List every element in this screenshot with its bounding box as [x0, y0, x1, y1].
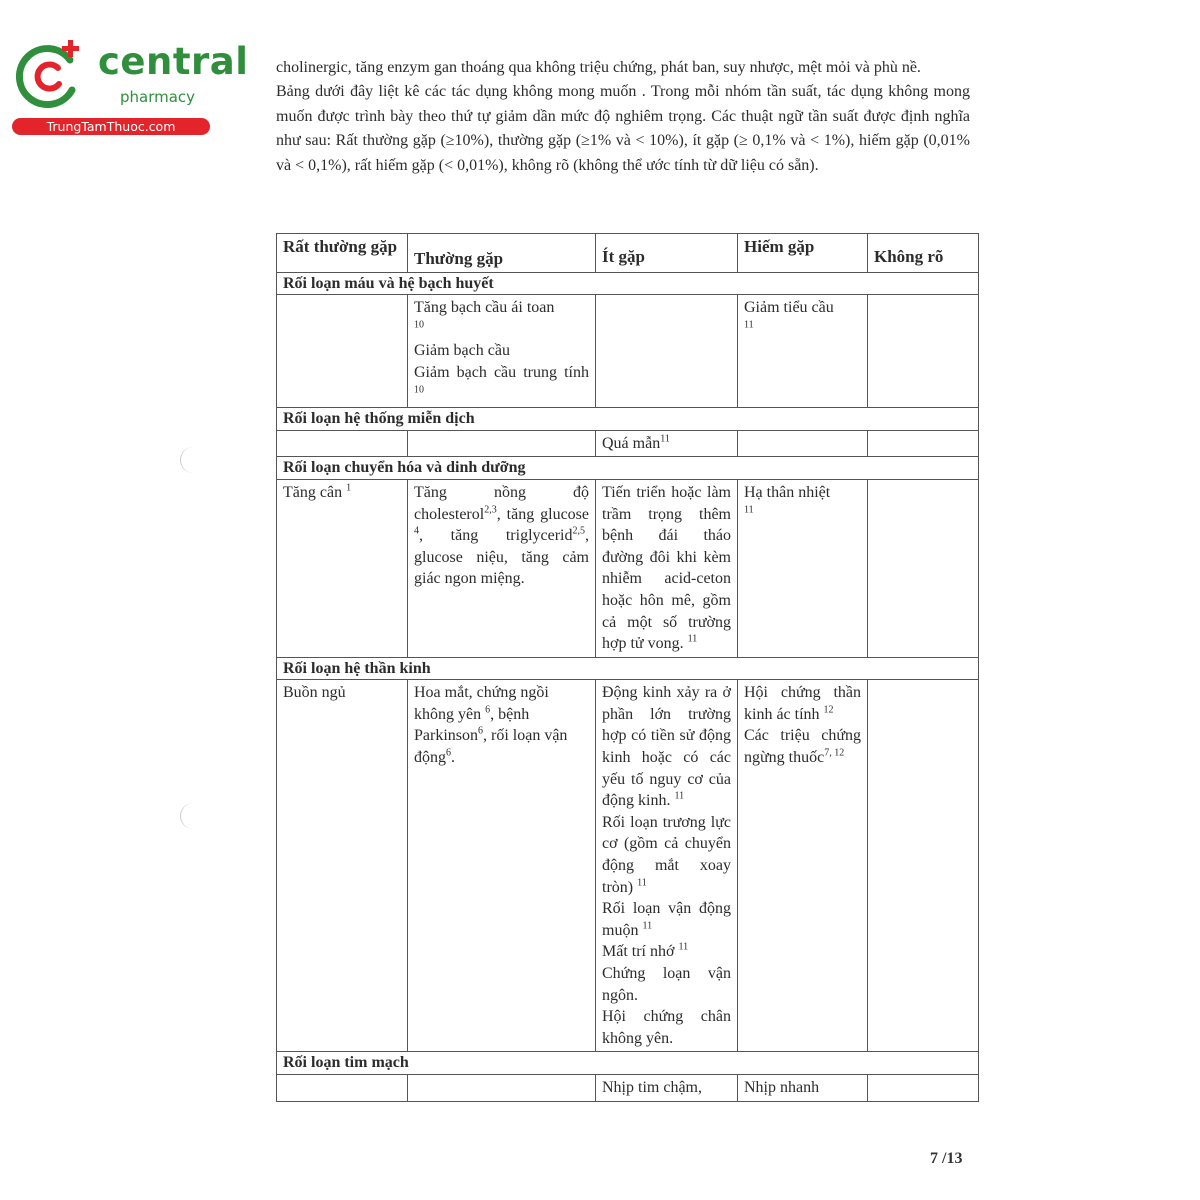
nervous-common-text: .	[451, 749, 455, 767]
nervous-uncommon-1: Động kinh xảy ra ở phần lớn trường hợp có tiền sử động kinh hoặc có các yếu tố nguy cơ của động kinh.	[602, 684, 731, 810]
cell-cardiac-rare	[738, 1074, 868, 1101]
section-row	[277, 408, 979, 431]
section-row	[277, 1052, 979, 1075]
section-blood: Rối loạn máu và hệ bạch huyết	[277, 272, 979, 295]
table-row	[277, 1074, 979, 1101]
cell-empty	[868, 1074, 979, 1101]
ref: 11	[637, 877, 647, 889]
metabolism-very-common: Tăng cân	[283, 483, 343, 501]
section-cardiac: Rối loạn tim mạch	[277, 1052, 979, 1075]
metabolism-common-text: , tăng triglycerid	[419, 527, 573, 545]
cell-blood-common	[408, 295, 596, 408]
cell-nervous-uncommon	[596, 680, 738, 1052]
ref: 6	[478, 726, 483, 738]
metabolism-uncommon: Tiến triển hoặc làm trầm trọng thêm bệnh đái tháo đường đôi khi kèm nhiễm acid-ceton hoặc hôn mê, gồm cả một số trường hợp tử vong.	[602, 483, 731, 653]
ref: 4	[414, 525, 419, 537]
cell-empty	[738, 430, 868, 457]
punch-hole-bottom	[180, 803, 207, 829]
blood-common-2: Giảm bạch cầu	[414, 342, 510, 360]
ref: 7, 12	[824, 747, 845, 759]
blood-common-3: Giảm bạch cầu trung tính	[414, 363, 589, 381]
nervous-common-text: Hoa mắt, chứng ngồi không yên	[414, 684, 549, 723]
header-unknown: Không rõ	[868, 234, 979, 273]
nervous-common-text: , rối loạn vận động	[414, 727, 568, 767]
section-row	[277, 272, 979, 295]
section-row	[277, 457, 979, 480]
ref: 1	[346, 482, 352, 494]
cell-metabolism-rare	[738, 479, 868, 657]
cell-metabolism-very-common	[277, 479, 408, 657]
punch-hole-top	[180, 447, 207, 473]
cardiac-uncommon: Nhịp tim chậm,	[602, 1078, 702, 1096]
table-row	[277, 295, 979, 408]
cell-empty	[277, 295, 408, 408]
ref: 11	[687, 633, 698, 645]
section-metabolism: Rối loạn chuyển hóa và dinh dưỡng	[277, 457, 979, 480]
cell-metabolism-common	[408, 479, 596, 657]
cell-nervous-very-common	[277, 680, 408, 1052]
paragraph-line-1: cholinergic, tăng enzym gan thoáng qua không triệu chứng, phát ban, suy nhược, mệt mỏi và phù nề.	[276, 59, 921, 76]
immune-uncommon: Quá mẫn	[602, 434, 661, 452]
nervous-very-common: Buồn ngủ	[283, 684, 346, 702]
ref: 12	[823, 704, 834, 716]
ref: 11	[660, 433, 670, 445]
cell-empty	[277, 1074, 408, 1101]
ref: 10	[414, 384, 424, 396]
nervous-uncommon-5: Chứng loạn vận ngôn.	[602, 965, 731, 1004]
ref: 6	[446, 747, 451, 759]
nervous-rare-1: Hội chứng thần kinh ác tính	[744, 684, 861, 723]
cell-nervous-rare	[738, 680, 868, 1052]
header-very-common: Rất thường gặp	[277, 234, 408, 273]
blood-common-1: Tăng bạch cầu ái toan	[414, 299, 555, 317]
pharmacy-cross-icon	[12, 38, 87, 113]
cell-cardiac-uncommon	[596, 1074, 738, 1101]
section-row	[277, 657, 979, 680]
cell-immune-uncommon	[596, 430, 738, 457]
cell-nervous-common	[408, 680, 596, 1052]
logo-site-badge: TrungTamThuoc.com	[12, 118, 210, 135]
ref: 6	[485, 704, 491, 716]
cell-empty	[277, 430, 408, 457]
nervous-rare-2: Các triệu chứng ngừng thuốc	[744, 727, 861, 767]
blood-rare: Giảm tiểu cầu	[744, 299, 834, 317]
table-row	[277, 680, 979, 1052]
header-common: Thường gặp	[408, 234, 596, 273]
metabolism-rare: Hạ thân nhiệt	[744, 483, 831, 501]
nervous-uncommon-6: Hội chứng chân không yên.	[602, 1008, 731, 1047]
metabolism-common-text: , tăng glucose	[496, 505, 589, 523]
nervous-uncommon-4: Mất trí nhớ	[602, 943, 675, 961]
ref: 11	[642, 920, 653, 932]
section-nervous: Rối loạn hệ thần kinh	[277, 657, 979, 680]
cell-empty	[868, 479, 979, 657]
cardiac-rare: Nhịp nhanh	[744, 1078, 820, 1096]
ref: 11	[678, 942, 689, 954]
nervous-uncommon-2: Rối loạn trương lực cơ (gồm cả chuyển động mắt xoay tròn)	[602, 813, 731, 896]
ref: 11	[744, 504, 754, 516]
cell-metabolism-uncommon	[596, 479, 738, 657]
metabolism-common-text: , glucose niệu, tăng cảm giác ngon miệng.	[414, 527, 589, 588]
cell-blood-rare	[738, 295, 868, 408]
paragraph-line-2: Bảng dưới đây liệt kê các tác dụng không mong muốn . Trong mỗi nhóm tần suất, tác dụng không mong muốn được trình bày theo thứ tự giảm dần mức độ nghiêm trọng. Các thuật ngữ tần suất được định nghĩa như sau: Rất thường gặp (≥10%), thường gặp (≥1% và < 10%), ít gặp (≥ 0,1% và < 1%), hiếm gặp (0,01% và < 0,1%), rất hiếm gặp (< 0,01%), không rõ (không thể ước tính từ dữ liệu có sẵn).	[276, 83, 970, 174]
metabolism-common-text: Tăng nồng độ cholesterol	[414, 483, 589, 523]
section-immune: Rối loạn hệ thống miễn dịch	[277, 408, 979, 431]
nervous-uncommon-3: Rối loạn vận động muộn	[602, 900, 731, 939]
table-row	[277, 479, 979, 657]
table-row	[277, 430, 979, 457]
cell-empty	[408, 430, 596, 457]
cell-empty	[868, 430, 979, 457]
header-uncommon: Ít gặp	[596, 234, 738, 273]
cell-empty	[596, 295, 738, 408]
central-pharmacy-logo[interactable]	[12, 38, 249, 138]
nervous-common-text: , bệnh Parkinson	[414, 705, 530, 745]
cell-empty	[408, 1074, 596, 1101]
logo-name: central	[98, 40, 249, 83]
page-number: 7 /13	[930, 1150, 963, 1167]
cell-empty	[868, 680, 979, 1052]
ref: 2,3	[484, 504, 497, 516]
ref: 10	[414, 319, 424, 331]
intro-paragraph	[276, 56, 970, 178]
ref: 11	[674, 790, 685, 802]
cell-empty	[868, 295, 979, 408]
table-header-row	[277, 234, 979, 273]
ref: 2,5	[572, 525, 585, 537]
ref: 11	[744, 319, 754, 331]
header-rare: Hiếm gặp	[738, 234, 868, 273]
adverse-effects-table	[276, 233, 979, 1102]
logo-subtitle: pharmacy	[120, 88, 196, 106]
